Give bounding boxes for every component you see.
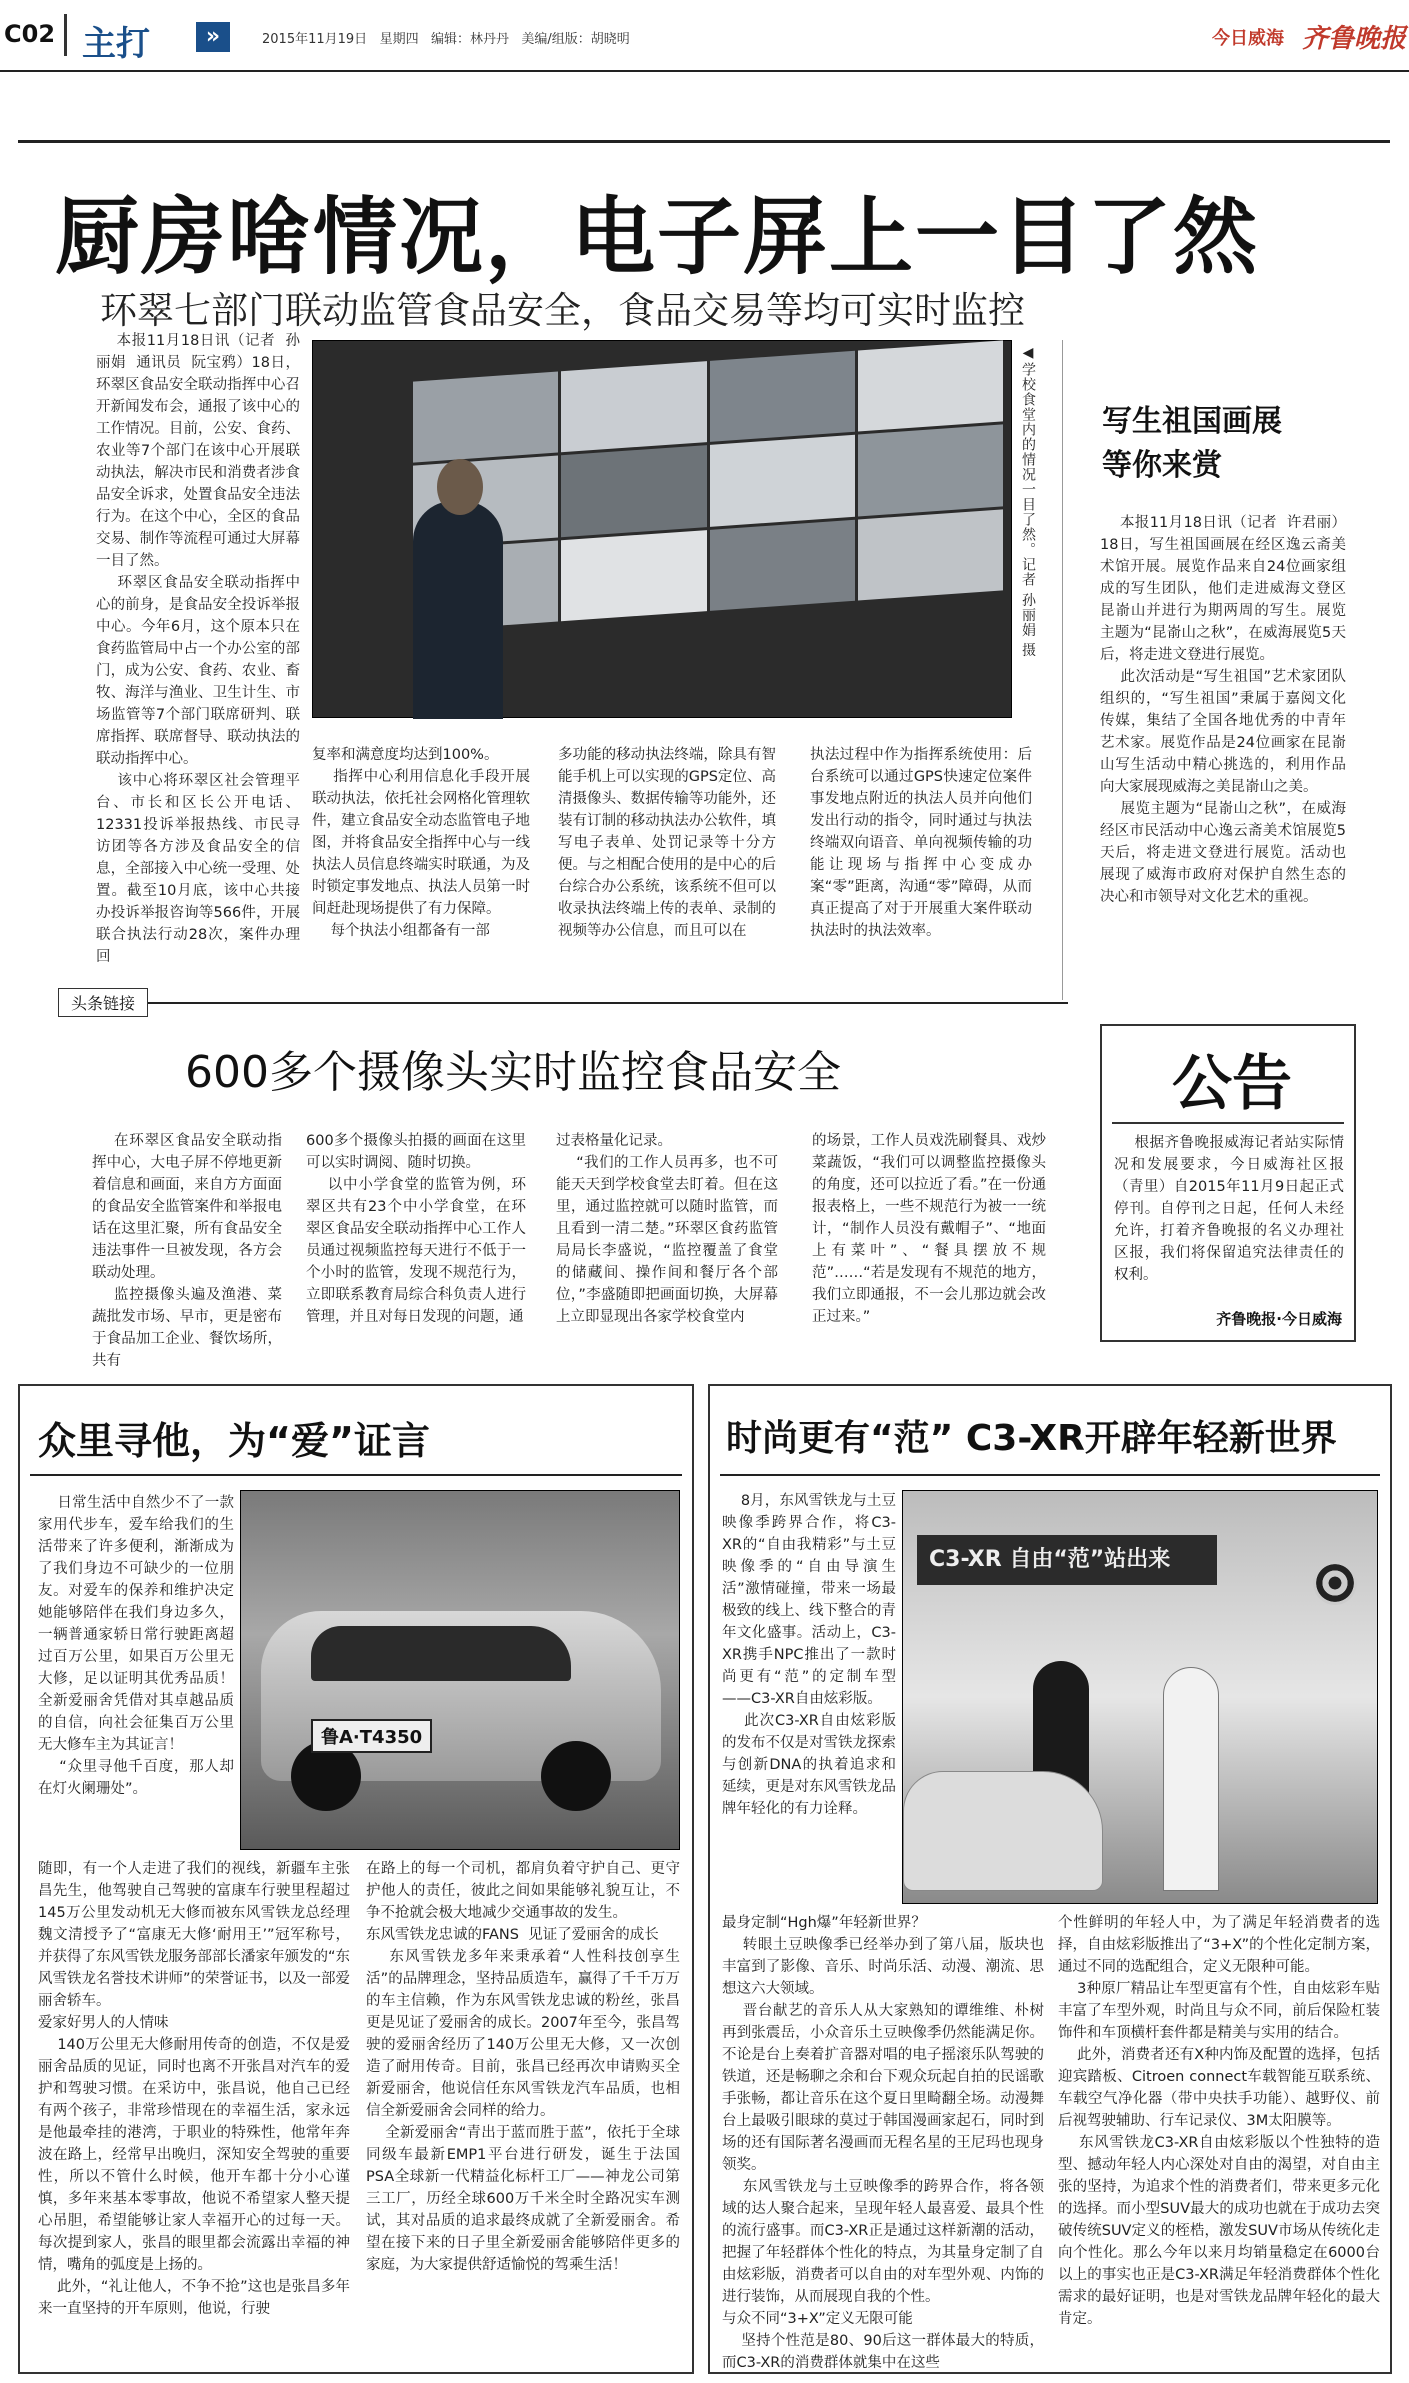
main-headline: 厨房啥情况，电子屏上一目了然 [55, 188, 1260, 286]
main-col-2: 复率和满意度均达到100%。 指挥中心利用信息化手段开展联动执法，依托社会网格化管理软件，建立食品安全动态监管电子地图，并将食品安全指挥中心与一线执法人员信息终端实时联通，为及时锁定事发地点、执法人员第一时间赶赴现场提供了有力保障。 每个执法小组都备有一部 [312, 747, 530, 939]
notice-signoff: 齐鲁晚报·今日威海 [1216, 1310, 1342, 1328]
ad-right-col-right: 个性鲜明的年轻人中，为了满足年轻消费者的选择，自由炫彩版推出了“3+X”的个性化定制方案，通过不同的选配组合，定义无限种可能。 3种原厂精品让车型更富有个性，自由炫彩车贴丰富了车型外观，时尚且与众不同，前后保险杠装饰件和车顶横杆套件都是精美与实用的结合。 此外，消费者还有X种内饰及配置的选择，包括迎宾踏板、Citroen connect车载智能互联系统、车载空气净化器（带中央扶手功能）、越野仪、前后视驾驶辅助、行车记录仪、3M太阳膜等。 东风雪铁龙C3-XR自由炫彩版以个性独特的造型、撼动年轻人内心深处对自由的渴望，对自由主张的坚持，为追求个性的消费者们，带来更多元化的选择。而小型SUV最大的成功也就在于成功去突破传统SUV定义的桎梏，激发SUV市场从传统化走向个性化。那么今年以来月均销量稳定在6000台以上的事实也正是C3-XR满足年轻消费群体个性化需求的最好证明，也是对雪铁龙品牌年轻化的最大肯定。 [1058, 1915, 1381, 2327]
main-col-3: 多功能的移动执法终端，除具有智能手机上可以实现的GPS定位、高清摄像头、数据传输等功能外，还装有订制的移动执法办公软件，填写电子表单、处罚记录等十分方便。与之相配合使用的是中心的后台综合办公系统，该系统不但可以收录执法终端上传的表单、录制的视频等办公信息，而且可以在 [558, 747, 776, 939]
ad-right-intro: 8月，东风雪铁龙与土豆映像季跨界合作，将C3-XR的“自由我精彩”与土豆映像季的“自由导演生活”激情碰撞，带来一场最极致的线上、线下整合的青年文化盛事。活动上，C3-XR携手NPC推出了一款时尚更有“范”的定制车型——C3-XR自由炫彩版。 此次C3-XR自由炫彩版的发布不仅是对雪铁龙探索与创新DNA的执着追求和延续，更是对东风雪铁龙品牌年轻化的有力诠释。 [722, 1493, 897, 1817]
header-meta: 2015年11月19日 星期四 编辑：林丹丹 美编/组版：胡晓明 [262, 32, 630, 47]
taxi-window [311, 1626, 571, 1681]
notice-body: 根据齐鲁晚报威海记者站实际情况和发展要求，今日威海社区报（青里）自2015年11月9日起正式停刊。自停刊之日起，任何人未经允许，打着齐鲁晚报的名义办理社区报，我们将保留追究法律责任的权利。 [1114, 1135, 1344, 1283]
ad-left-col-1: 随即，有一个人走进了我们的视线，新疆车主张昌先生，他驾驶自己驾驶的富康车行驶里程超过145万公里发动机无大修而被东风雪铁龙总经理魏文清授予了“富康无大修‘耐用王’”冠军称号，并获得了东风雪铁龙服务部部长潘家年颁发的“东风雪铁龙名誉技术讲师”的荣誉证书，以及一部爱丽舍轿车。 爱家好男人的人情味 140万公里无大修耐用传奇的创造，不仅是爱丽舍品质的见证，同时也离不开张昌对汽车的爱护和驾驶习惯。在采访中，张昌说，他自己已经有两个孩子，非常珍惜现在的幸福生活，家永远是他最牵挂的港湾，于职业的特殊性，他常年奔波在路上，经常早出晚归，深知安全驾驶的重要性，所以不管什么时候，他开车都十分小心谨慎，多年来基本零事故，他说不希望家人整天提心吊胆，希望能够让家人幸福开心的过每一天。每次提到家人，张昌的眼里都会流露出幸福的神情，嘴角的弧度是上扬的。 此外，“礼让他人，不争不抢”这也是张昌多年来一直坚持的开车原则，他说，行驶 [38, 1861, 351, 2317]
section-title: 主打 [82, 24, 150, 64]
link-col-2: 600多个摄像头拍摄的画面在这里可以实时调阅、随时切换。 以中小学食堂的监管为例，环翠区共有23个中小学食堂，在环翠区食品安全联动指挥中心工作人员通过视频监控每天进行不低于一个小时的监管，发现不规范行为，立即联系教育局综合科负责人进行管理，并且对每日发现的问题，通 [306, 1133, 526, 1325]
officer-head [437, 459, 483, 515]
presenter-2 [1163, 1667, 1219, 1891]
section-arrow-icon: » [196, 22, 230, 52]
notice-rule [1112, 1122, 1344, 1124]
art-title-line-1: 写生祖国画展 [1102, 404, 1282, 439]
main-photo [312, 340, 1012, 718]
ad-left-photo [240, 1490, 680, 1850]
header-rule [0, 70, 1409, 72]
suv-car [903, 1771, 1103, 1891]
link-tag: 头条链接 [58, 988, 148, 1017]
link-col-1: 在环翠区食品安全联动指挥中心，大电子屏不停地更新着信息和画面，来自方方面面的食品安全监管案件和举报电话在这里汇聚，所有食品安全违法事件一旦被发现，各方会联动处理。 监控摄像头遍及渔港、菜蔬批发市场、早市，更是密布于食品加工企业、餐饮场所，共有 [92, 1133, 283, 1369]
ad-left-headline: 众里寻他，为“爱”证言 [38, 1419, 430, 1463]
art-body: 本报11月18日讯（记者 许君丽）18日，写生祖国画展在经区逸云斋美术馆开展。展览作品来自24位画家组成的写生团队，他们走进威海文登区昆嵛山并进行为期两周的写生。展览主题为“昆嵛山之秋”，在威海展览5天后，将走进文登进行展览。 此次活动是“写生祖国”艺术家团队组织的，“写生祖国”秉属于嘉阅文化传媒，集结了全国各地优秀的中青年艺术家。展览作品是24位画家在昆嵛山写生活动中精心挑选的，利用作品向大家展现威海之美昆嵛山之美。 展览主题为“昆嵛山之秋”，在威海经区市民活动中心逸云斋美术馆展览5天后，将走进文登进行展览。活动也展现了威海市政府对保护自然生态的决心和市领导对文化艺术的重视。 [1100, 515, 1347, 905]
stage-banner: C3-XR 自由“范”站出来 [917, 1535, 1217, 1585]
link-col-3: 过表格量化记录。 “我们的工作人员再多，也不可能天天到学校食堂去盯着。但在这里，通过监控就可以随时监管，而且看到一清二楚。”环翠区食药监管局局长李盛说，“监控覆盖了食堂的储藏间、操作间和餐厅各个部位，”李盛随即把画面切换，大屏幕上立即显现出各家学校食堂内 [556, 1133, 779, 1325]
link-headline: 600多个摄像头实时监控食品安全 [185, 1047, 841, 1098]
ad-left-intro: 日常生活中自然少不了一款家用代步车，爱车给我们的生活带来了许多便利，渐渐成为了我们身边不可缺少的一位朋友。对爱车的保养和维护决定她能够陪伴在我们身边多久，一辆普通家轿日常行驶距离超过百万公里，如果百万公里无大修，足以证明其优秀品质！全新爱丽舍凭借对其卓越品质的自信，向社会征集百万公里无大修车主为其证言！ “众里寻他千百度，那人却在灯火阑珊处”。 [38, 1495, 235, 1797]
ad-right-headline: 时尚更有“范” C3-XR开辟年轻新世界 [726, 1418, 1337, 1459]
top-rule [18, 140, 1390, 143]
taxi-wheel-right [541, 1741, 611, 1811]
header-divider [64, 14, 67, 56]
ad-left-col-2: 在路上的每一个司机，都肩负着守护自己、更守护他人的责任，彼此之间如果能够礼貌互让，不争不抢就会极大地减少交通事故的发生。 东风雪铁龙忠诚的FANS 见证了爱丽舍的成长 东风雪铁龙多年来秉承着“人性科技创享生活”的品牌理念，坚持品质造车，赢得了千千万万的车主信赖，作为东风雪铁龙忠诚的粉丝，张昌更是见证了爱丽舍的成长。2007年至今，张昌驾驶的爱丽舍经历了140万公里无大修，又一次创造了耐用传奇。目前，张昌已经再次申请购买全新爱丽舍，他说信任东风雪铁龙汽车品质，也相信全新爱丽舍会同样的给力。 全新爱丽舍“青出于蓝而胜于蓝”，依托于全球同级车最新EMP1平台进行研发，诞生于法国PSA全球新一代精益化标杆工厂——神龙公司第三工厂，历经全球600万千米全时全路况实车测试，其对品质的追求最终成就了全新爱丽舍。希望在接下来的日子里全新爱丽舍能够陪伴更多的家庭，为大家提供舒适愉悦的驾乘生活！ [366, 1861, 680, 2273]
license-plate: 鲁A·T4350 [311, 1719, 432, 1753]
notice-title: 公告 [1172, 1049, 1292, 1119]
ad-right-photo [902, 1490, 1378, 1904]
main-subhead: 环翠七部门联动监管食品安全，食品交易等均可实时监控 [100, 289, 1025, 332]
dartboard-icon [1313, 1561, 1357, 1605]
officer-figure [413, 501, 503, 719]
brand-right: 今日威海 [1212, 28, 1284, 49]
ad-left-rule [30, 1474, 682, 1476]
ad-right-rule [720, 1474, 1380, 1476]
main-col-4: 执法过程中作为指挥系统使用：后台系统可以通过GPS快速定位案件事发地点附近的执法人员并向他们发出行动的指令，同时通过与执法终端双向语音、单向视频传输的功能让现场与指挥中心变成办案“零”距离，沟通“零”障碍，从而真正提高了对于开展重大案件联动执法时的执法效率。 [810, 747, 1032, 939]
notice-box [1100, 1024, 1356, 1342]
page-number: C02 [4, 20, 56, 48]
link-col-4: 的场景，工作人员戏洗刷餐具、戏炒菜蔬饭，“我们可以调整监控摄像头的角度，还可以拉近了看。”在一份通报表格上，一些不规范行为被一一统计，“制作人员没有戴帽子”、“地面上有菜叶”、“餐具摆放不规范”……“若是发现有不规范的地方，我们立即通报，不一会儿那边就会改正过来。” [812, 1133, 1046, 1325]
photo-caption: ◀学校食堂内的情况一目了然。记者 孙丽娟 摄 [1020, 345, 1036, 658]
art-title [1102, 400, 1282, 488]
ad-right-col-mid: 最身定制“Hgh爆”年轻新世界？ 转眼土豆映像季已经举办到了第八届，版块也丰富到了影像、音乐、时尚乐活、动漫、潮流、思想这六大领域。 晋台献艺的音乐人从大家熟知的谭维维、朴树再到张震岳，小众音乐土豆映像季仍然能满足你。不论是台上奏着扩音器对唱的电子摇滚乐队驾驶的铁道，还是畅聊之余和台下观众玩起自拍的民谣歌手张畅，都让音乐在这个夏日里畸翻全场。动漫舞台上最吸引眼球的莫过于韩国漫画家起石，同时到场的还有国际著名漫画而无程名星的王尼玛也现身领奖。 东风雪铁龙与土豆映像季的跨界合作，将各领域的达人聚合起来，呈现年轻人最喜爱、最具个性的流行盛事。而C3-XR正是通过这样新潮的活动，把握了年轻群体个性化的特点，为其量身定制了自由炫彩版，消费者可以自由的对车型外观、内饰的进行装饰，从而展现自我的个性。 与众不同“3+X”定义无限可能 坚持个性范是80、90后这一群体最大的特质，而C3-XR的消费群体就集中在这些 [722, 1915, 1044, 2371]
brand-logo: 齐鲁晚报 [1302, 24, 1407, 54]
link-rule [58, 1002, 1068, 1004]
main-col-1: 本报11月18日讯（记者 孙丽娟 通讯员 阮宝鸦）18日，环翠区食品安全联动指挥中心召开新闻发布会，通报了该中心的工作情况。目前，公安、食药、农业等7个部门在该中心开展联动执法，解决市民和消费者涉食品安全诉求，处置食品安全违法行为。在这个中心，全区的食品交易、制作等流程可通过大屏幕一目了然。 环翠区食品安全联动指挥中心的前身，是食品安全投诉举报中心。今年6月，这个原本只在食药监管局中占一个办公室的部门，成为公安、食药、农业、畜牧、海洋与渔业、卫生计生、市场监管等7个部门联席研判、联席指挥、联席督导、联动执法的联动指挥中心。 该中心将环翠区社会管理平台、市长和区长公开电话、12331投诉举报热线、市民寻访团等各方涉及食品安全的信息，全部接入中心统一受理、处置。截至10月底，该中心共接办投诉举报咨询等566件，开展联合执法行动28次，案件办理回 [96, 333, 301, 965]
art-title-line-2: 等你来赏 [1102, 448, 1222, 483]
sidebar-divider [1062, 340, 1063, 1000]
